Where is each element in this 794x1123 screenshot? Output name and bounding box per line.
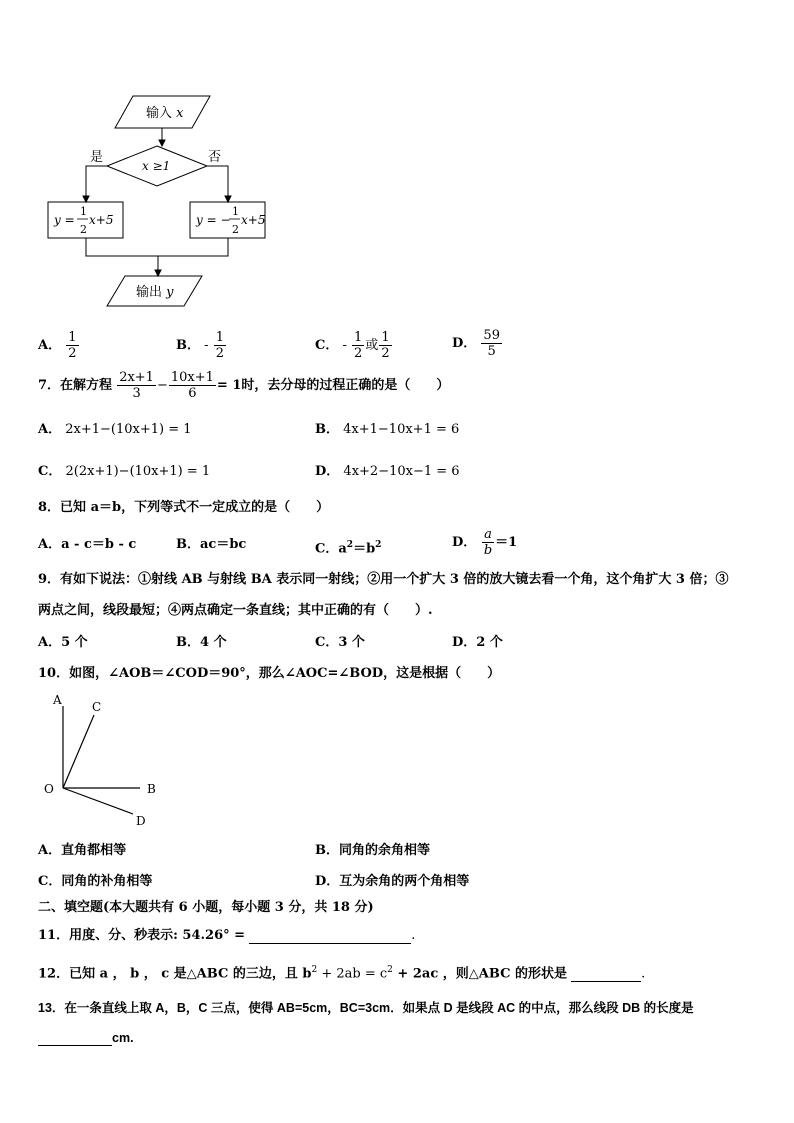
q13-line2: cm. — [38, 1030, 134, 1046]
q7-option-c[interactable]: C． 2(2x+1)−(10x+1) = 1 — [38, 464, 211, 479]
q10-angle-figure — [30, 688, 180, 833]
q6-option-d[interactable]: D． $\frac{59}{5}$ — [452, 328, 500, 359]
ray-OC — [63, 715, 94, 788]
q8-option-b[interactable]: B．ac＝bc — [176, 537, 247, 552]
left-formula-num: 1 — [80, 205, 87, 218]
q9-line1: 9．有如下说法：①射线 AB 与射线 BA 表示同一射线；②用一个扩大 3 倍的放大镜去看一个角，这个角扩大 3 倍；③ — [38, 572, 729, 587]
q11: 11．用度、分、秒表示: 54.26° = . — [38, 928, 416, 943]
q9-option-a[interactable]: A．5 个 — [38, 635, 88, 650]
yes-label: 是 — [90, 150, 104, 165]
left-formula-lhs: y = — [54, 213, 75, 227]
right-formula-den: 2 — [232, 223, 239, 236]
ray-OD — [63, 788, 133, 814]
label-D: D — [136, 814, 146, 828]
q9-option-c[interactable]: C．3 个 — [315, 635, 365, 650]
condition-text: x ≥1 — [142, 159, 171, 173]
q12: 12．已知 a ， b ， c 是△ABC 的三边，且 $b^2 + 2ab = c^2 + 2ac$ ，则△ABC 的形状是 . — [38, 965, 646, 982]
q10-option-b[interactable]: B．同角的余角相等 — [315, 843, 431, 858]
q13-line1: 13．在一条直线上取 A，B，C 三点，使得 AB=5cm，BC=3cm．如果点 D 是线段 AC 的中点，那么线段 DB 的长度是 — [38, 1001, 694, 1015]
input-label: 输入 x — [146, 106, 184, 121]
right-formula-num: 1 — [232, 205, 239, 218]
q9-line2: 两点之间，线段最短；④两点确定一条直线；其中正确的有（ ）. — [38, 603, 433, 618]
output-label: 输出 y — [136, 285, 174, 300]
label-B: B — [147, 782, 156, 796]
q10-option-d[interactable]: D．互为余角的两个角相等 — [315, 874, 470, 889]
q7-option-b[interactable]: B． 4x+1−10x+1 = 6 — [315, 422, 460, 437]
q7-option-d[interactable]: D． 4x+2−10x−1 = 6 — [315, 464, 460, 479]
q6-option-c[interactable]: C． - $\frac{1}{2}$ 或 $\frac{1}{2}$ — [315, 330, 390, 361]
q8-option-c[interactable]: C．$a^2=b^2$ — [315, 540, 382, 557]
no-label: 否 — [208, 150, 222, 165]
section2-heading: 二、填空题(本大题共有 6 小题，每小题 3 分，共 18 分) — [38, 900, 374, 915]
q8-stem: 8．已知 a＝b，下列等式不一定成立的是（ ） — [38, 500, 330, 515]
q6-option-a[interactable]: A． $\frac{1}{2}$ — [38, 330, 77, 361]
q10-stem: 10．如图，∠AOB＝∠COD＝90°，那么∠AOC=∠BOD，这是根据（ ） — [38, 666, 501, 681]
q11-answer-blank[interactable] — [249, 929, 411, 944]
label-A: A — [53, 693, 62, 707]
q7-option-a[interactable]: A． 2x+1−(10x+1) = 1 — [38, 422, 192, 437]
q7-stem: 7．在解方程 $\frac{2x+1}{3}$ − $\frac{10x+1}{6}$ = 1时，去分母的过程正确的是（ ） — [38, 370, 450, 401]
q8-option-d[interactable]: D． $\frac{a}{b}$ ＝1 — [452, 527, 518, 558]
right-formula-rhs: x+5 — [241, 213, 266, 227]
q6-option-b[interactable]: B． - $\frac{1}{2}$ — [176, 330, 224, 361]
left-formula-rhs: x+5 — [89, 213, 114, 227]
q13-answer-blank[interactable] — [38, 1031, 112, 1046]
q10-option-c[interactable]: C．同角的补角相等 — [38, 874, 153, 889]
flowchart — [0, 0, 300, 320]
label-O: O — [44, 782, 54, 796]
q10-option-a[interactable]: A．直角都相等 — [38, 843, 127, 858]
right-formula-lhs: y = − — [196, 213, 231, 227]
left-formula-den: 2 — [80, 223, 87, 236]
q9-option-b[interactable]: B．4 个 — [176, 635, 227, 650]
q9-option-d[interactable]: D．2 个 — [452, 635, 503, 650]
label-C: C — [92, 700, 102, 714]
q8-option-a[interactable]: A．a - c＝b - c — [38, 537, 137, 552]
q12-answer-blank[interactable] — [571, 967, 641, 982]
